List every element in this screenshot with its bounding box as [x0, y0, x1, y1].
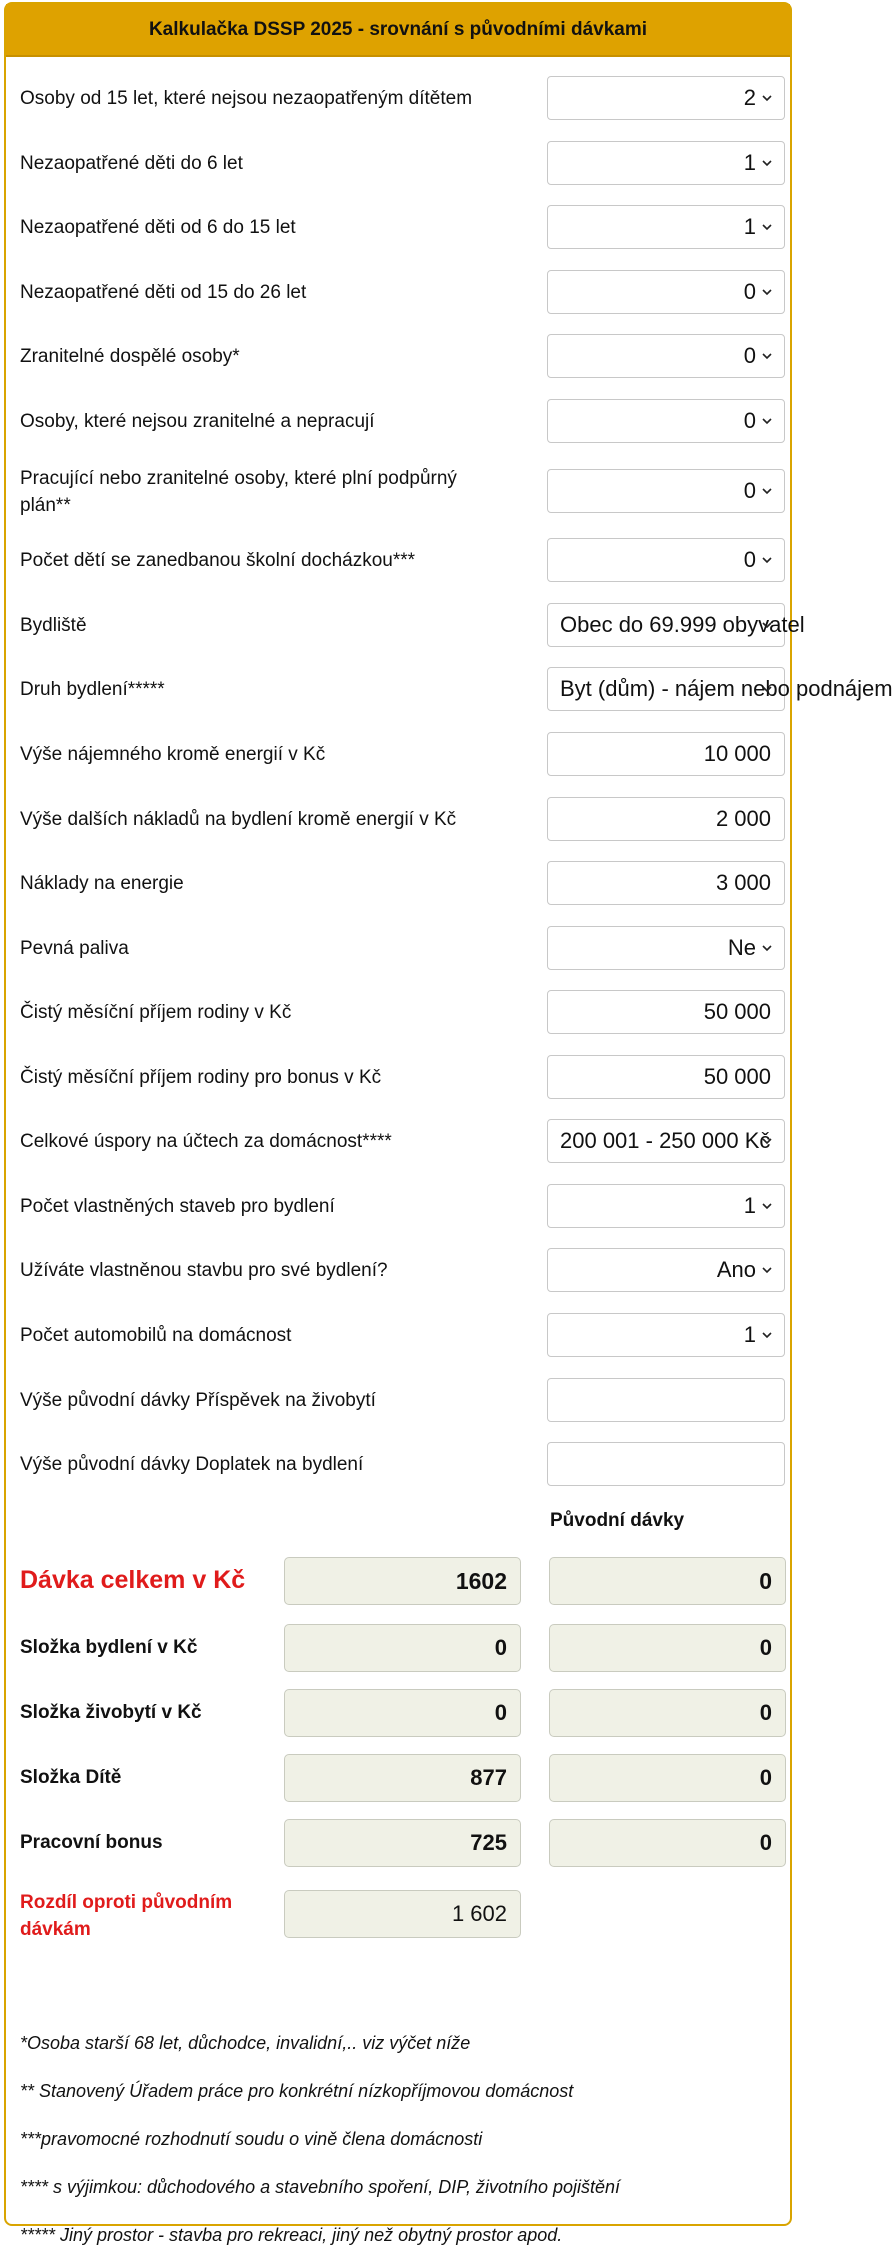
calculator — [4, 2, 893, 2245]
chevron-down-icon — [762, 555, 772, 565]
uses-own-dwelling-selected-value: Ano — [716, 1257, 756, 1282]
residence-select[interactable] — [547, 603, 805, 647]
net-income-label: Čistý měsíční příjem rodiny v Kč — [20, 1002, 292, 1023]
non-working-adults-select[interactable] — [547, 399, 785, 443]
orig-housing-supplement-input[interactable] — [547, 1442, 785, 1486]
savings-select[interactable] — [547, 1119, 785, 1163]
truant-children-selected-value: 0 — [743, 547, 756, 572]
form-row-other-housing-costs — [6, 797, 790, 843]
footnote-1: *Osoba starší 68 let, důchodce, invalidní,.. viz výčet níže — [20, 2033, 471, 2053]
chevron-down-icon — [762, 158, 772, 168]
work-bonus-new-value: 725 — [284, 1819, 521, 1867]
form-row-children-under-6 — [6, 141, 790, 187]
total-benefit-original-value: 0 — [549, 1557, 786, 1605]
housing-type-label: Druh bydlení***** — [20, 679, 165, 700]
solid-fuel-selected-value: Ne — [727, 935, 756, 960]
work-bonus-label: Pracovní bonus — [20, 1832, 163, 1853]
rent-label: Výše nájemného kromě energií v Kč — [20, 744, 326, 765]
difference-label: Rozdíl oproti původním dávkám — [20, 1892, 233, 1940]
chevron-down-icon — [762, 1265, 772, 1275]
adults-over-15-select[interactable] — [547, 76, 785, 120]
chevron-down-icon — [762, 684, 772, 694]
residence-label: Bydliště — [20, 615, 87, 636]
residence-selected-value: Obec do 69.999 obyvatel — [560, 612, 805, 637]
housing-type-selected-value: Byt (dům) - nájem nebo podnájem — [560, 676, 893, 701]
child-component-label: Složka Dítě — [20, 1767, 122, 1788]
other-housing-costs-value: 2 000 — [715, 806, 771, 831]
uses-own-dwelling-select[interactable] — [547, 1248, 785, 1292]
form-row-savings — [6, 1119, 790, 1165]
rent-input[interactable] — [547, 732, 785, 776]
form-row-net-income-bonus — [6, 1055, 790, 1101]
child-component-original-value: 0 — [549, 1754, 786, 1802]
cars-select[interactable] — [547, 1313, 785, 1357]
form-row-owned-dwellings — [6, 1184, 790, 1230]
other-housing-costs-input[interactable] — [547, 797, 785, 841]
form-row-truant-children — [6, 538, 790, 584]
children-15-26-select[interactable] — [547, 270, 785, 314]
children-under-6-label: Nezaopatřené děti do 6 let — [20, 153, 243, 174]
calculator-title: Kalkulačka DSSP 2025 - srovnání s původními dávkami — [6, 4, 790, 57]
orig-living-allowance-label: Výše původní dávky Příspěvek na živobytí — [20, 1390, 376, 1411]
child-component-new-value: 877 — [284, 1754, 521, 1802]
support-plan-persons-select[interactable] — [547, 469, 785, 513]
chevron-down-icon — [762, 351, 772, 361]
form-row-uses-own-dwelling — [6, 1248, 790, 1294]
housing-component-original-value: 0 — [549, 1624, 786, 1672]
chevron-down-icon — [762, 222, 772, 232]
savings-selected-value: 200 001 - 250 000 Kč — [560, 1128, 771, 1153]
form-row-solid-fuel — [6, 926, 790, 972]
chevron-down-icon — [762, 287, 772, 297]
form-row-net-income — [6, 990, 790, 1036]
owned-dwellings-selected-value: 1 — [743, 1193, 756, 1218]
chevron-down-icon — [762, 1136, 772, 1146]
cars-selected-value: 1 — [743, 1322, 756, 1347]
chevron-down-icon — [762, 93, 772, 103]
net-income-bonus-input[interactable] — [547, 1055, 785, 1099]
work-bonus-original-value: 0 — [549, 1819, 786, 1867]
form-row-adults-over-15 — [6, 76, 790, 122]
vulnerable-adults-select[interactable] — [547, 334, 785, 378]
original-benefits-column-header: Původní dávky — [550, 1510, 685, 1531]
chevron-down-icon — [762, 620, 772, 630]
form-row-non-working-adults — [6, 399, 790, 445]
housing-type-select[interactable] — [547, 667, 893, 711]
footnote-5: ***** Jiný prostor - stavba pro rekreaci, jiný než obytný prostor apod. — [20, 2225, 563, 2245]
truant-children-label: Počet dětí se zanedbanou školní docházkou*** — [20, 550, 416, 571]
energy-costs-input[interactable] — [547, 861, 785, 905]
truant-children-select[interactable] — [547, 538, 785, 582]
support-plan-persons-label: Pracující nebo zranitelné osoby, které plní podpůrný plán** — [20, 468, 457, 516]
net-income-bonus-value: 50 000 — [703, 1064, 771, 1089]
adults-over-15-label: Osoby od 15 let, které nejsou nezaopatřeným dítětem — [20, 88, 473, 109]
children-15-26-selected-value: 0 — [743, 279, 756, 304]
chevron-down-icon — [762, 486, 772, 496]
net-income-bonus-label: Čistý měsíční příjem rodiny pro bonus v Kč — [20, 1067, 382, 1088]
total-benefit-label: Dávka celkem v Kč — [20, 1566, 246, 1594]
other-housing-costs-label: Výše dalších nákladů na bydlení kromě energií v Kč — [20, 809, 457, 830]
footnote-3: ***pravomocné rozhodnutí soudu o vině člena domácnosti — [20, 2129, 483, 2149]
solid-fuel-select[interactable] — [547, 926, 785, 970]
net-income-value: 50 000 — [703, 999, 771, 1024]
non-working-adults-label: Osoby, které nejsou zranitelné a nepracují — [20, 411, 375, 432]
children-6-15-selected-value: 1 — [743, 214, 756, 239]
children-6-15-select[interactable] — [547, 205, 785, 249]
children-6-15-label: Nezaopatřené děti od 6 do 15 let — [20, 217, 296, 238]
form-row-orig-housing-supplement — [6, 1442, 790, 1488]
form-row-rent — [6, 732, 790, 778]
uses-own-dwelling-label: Užíváte vlastněnou stavbu pro své bydlení? — [20, 1260, 388, 1281]
chevron-down-icon — [762, 1201, 772, 1211]
vulnerable-adults-label: Zranitelné dospělé osoby* — [20, 346, 240, 367]
chevron-down-icon — [762, 416, 772, 426]
difference-value: 1 602 — [284, 1890, 521, 1938]
children-under-6-select[interactable] — [547, 141, 785, 185]
vulnerable-adults-selected-value: 0 — [743, 343, 756, 368]
chevron-down-icon — [762, 1330, 772, 1340]
form-row-residence — [6, 603, 805, 649]
chevron-down-icon — [762, 943, 772, 953]
net-income-input[interactable] — [547, 990, 785, 1034]
energy-costs-label: Náklady na energie — [20, 873, 184, 894]
non-working-adults-selected-value: 0 — [743, 408, 756, 433]
form-row-orig-living-allowance — [6, 1378, 790, 1424]
living-component-label: Složka živobytí v Kč — [20, 1702, 202, 1723]
orig-living-allowance-input[interactable] — [547, 1378, 785, 1422]
support-plan-persons-selected-value: 0 — [743, 478, 756, 503]
living-component-original-value: 0 — [549, 1689, 786, 1737]
children-under-6-selected-value: 1 — [743, 150, 756, 175]
housing-component-label: Složka bydlení v Kč — [20, 1637, 198, 1658]
living-component-new-value: 0 — [284, 1689, 521, 1737]
savings-label: Celkové úspory na účtech za domácnost**** — [20, 1131, 392, 1152]
form-row-cars — [6, 1313, 790, 1359]
total-benefit-new-value: 1602 — [284, 1557, 521, 1605]
energy-costs-value: 3 000 — [715, 870, 771, 895]
cars-label: Počet automobilů na domácnost — [20, 1325, 292, 1346]
form-row-children-15-26 — [6, 270, 790, 316]
children-15-26-label: Nezaopatřené děti od 15 do 26 let — [20, 282, 307, 303]
form-row-children-6-15 — [6, 205, 790, 251]
housing-component-new-value: 0 — [284, 1624, 521, 1672]
rent-value: 10 000 — [703, 741, 771, 766]
form-row-support-plan-persons — [6, 469, 790, 515]
adults-over-15-selected-value: 2 — [743, 85, 756, 110]
owned-dwellings-label: Počet vlastněných staveb pro bydlení — [20, 1196, 335, 1217]
footnote-2: ** Stanovený Úřadem práce pro konkrétní nízkopříjmovou domácnost — [20, 2081, 574, 2101]
solid-fuel-label: Pevná paliva — [20, 938, 129, 959]
form-row-housing-type — [6, 667, 893, 713]
owned-dwellings-select[interactable] — [547, 1184, 785, 1228]
form-row-vulnerable-adults — [6, 334, 790, 380]
form-row-energy-costs — [6, 861, 790, 907]
orig-housing-supplement-label: Výše původní dávky Doplatek na bydlení — [20, 1454, 364, 1475]
footnote-4: **** s výjimkou: důchodového a stavebního spoření, DIP, životního pojištění — [20, 2177, 621, 2197]
